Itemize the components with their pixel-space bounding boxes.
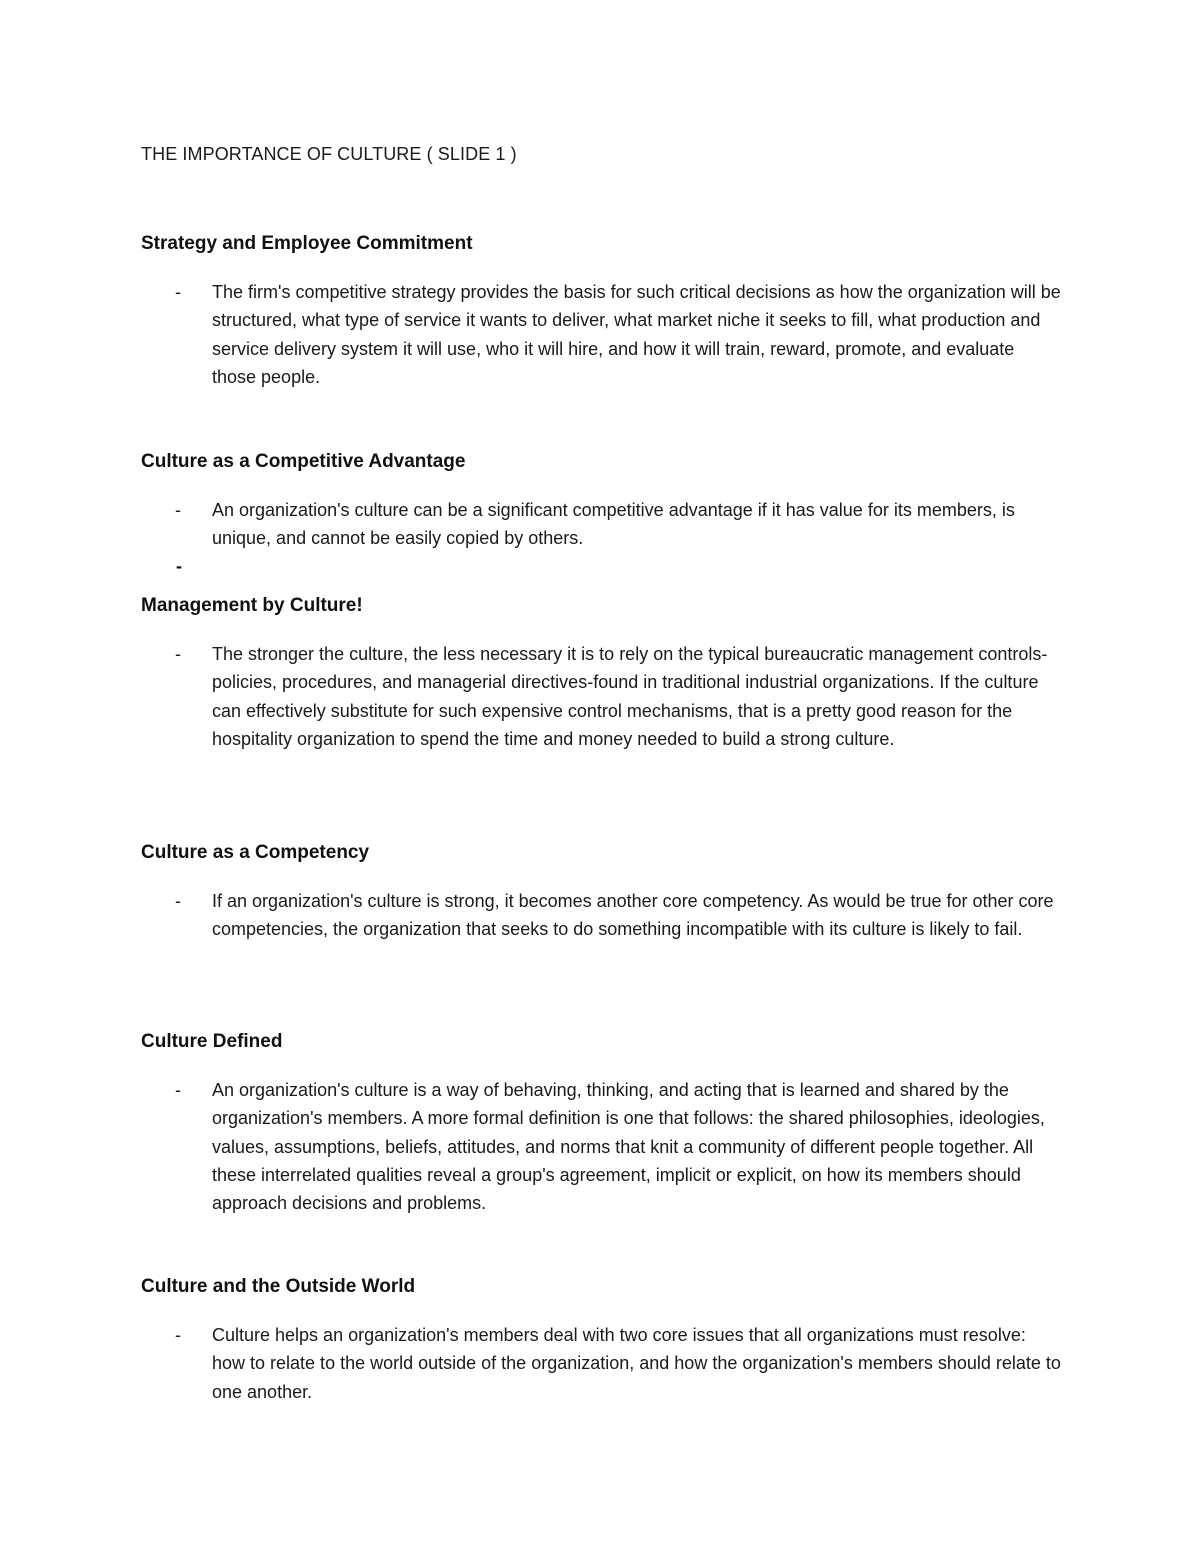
list-item	[141, 1076, 1061, 1217]
section-heading: Management by Culture!	[141, 595, 363, 616]
empty-bullet: -	[176, 556, 182, 576]
bullet-text: The firm's competitive strategy provides the basis for such critical decisions as how the organization will be structured, what type of service it wants to deliver, what market niche it seeks to fill, what production and service delivery system it will use, who it will hire, and how it will train, reward, promote, and evaluate those people.	[212, 282, 1061, 387]
bullet-text: The stronger the culture, the less necessary it is to rely on the typical bureaucratic management controls-policies, procedures, and managerial directives-found in traditional industrial organizations. If the culture can effectively substitute for such expensive control mechanisms, that is a pretty good reason for the hospitality organization to spend the time and money needed to build a strong culture.	[212, 644, 1048, 749]
section-culture-defined	[141, 1028, 1061, 1217]
bullet-dash: -	[175, 891, 181, 911]
list-item	[141, 887, 1061, 944]
bullet-dash: -	[175, 282, 181, 302]
section-heading: Culture and the Outside World	[141, 1276, 416, 1297]
section-outside-world	[141, 1273, 1061, 1406]
bullet-dash: -	[175, 500, 181, 520]
list-item	[141, 640, 1061, 753]
bullet-text: Culture helps an organization's members deal with two core issues that all organizations must resolve: how to relate to the world outside of the organization, and how the organization's members should relate to one another.	[212, 1325, 1061, 1402]
section-heading: Culture Defined	[141, 1031, 283, 1052]
section-competitive-advantage	[141, 448, 1061, 553]
section-heading: Culture as a Competitive Advantage	[141, 451, 466, 472]
section-heading: Strategy and Employee Commitment	[141, 233, 473, 254]
bullet-text: An organization's culture is a way of behaving, thinking, and acting that is learned and shared by the organization's members. A more formal definition is one that follows: the shared philosophies, ideologies, values, assumptions, beliefs, attitudes, and norms that knit a community of different people together. All these interrelated qualities reveal a group's agreement, implicit or explicit, on how its members should approach decisions and problems.	[212, 1080, 1045, 1214]
section-management-by-culture	[141, 592, 1061, 753]
bullet-dash: -	[175, 1080, 181, 1100]
bullet-text: If an organization's culture is strong, it becomes another core competency. As would be true for other core competencies, the organization that seeks to do something incompatible with its culture is likely to fail.	[212, 891, 1054, 940]
section-heading: Culture as a Competency	[141, 842, 370, 863]
section-culture-competency	[141, 839, 1061, 944]
list-item	[141, 496, 1061, 553]
bullet-dash: -	[175, 1325, 181, 1345]
section-strategy-commitment	[141, 230, 1061, 391]
list-item	[141, 278, 1061, 391]
bullet-dash: -	[175, 644, 181, 664]
document-title: THE IMPORTANCE OF CULTURE ( SLIDE 1 )	[141, 144, 517, 164]
list-item	[141, 1321, 1061, 1406]
bullet-text: An organization's culture can be a significant competitive advantage if it has value for its members, is unique, and cannot be easily copied by others.	[212, 500, 1015, 549]
